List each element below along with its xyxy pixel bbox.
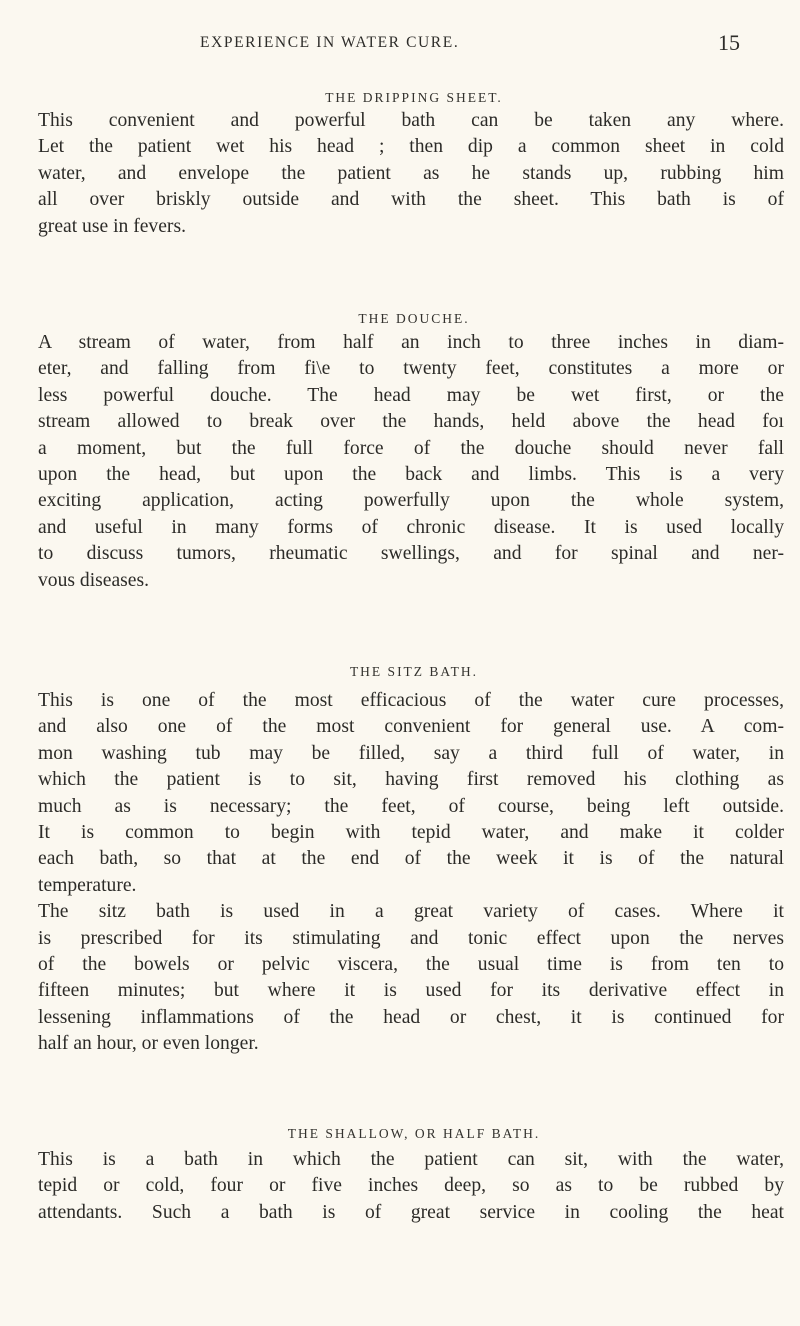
text-line: each bath, so that at the end of the week it is of the natural	[38, 848, 784, 870]
text-line: to discuss tumors, rheumatic swellings, and for spinal and ner-	[38, 543, 784, 565]
section-heading: THE SHALLOW, OR HALF BATH.	[287, 1126, 541, 1141]
text-line: half an hour, or even longer.	[38, 1033, 259, 1055]
text-line: exciting application, acting powerfully upon the whole system,	[38, 490, 784, 512]
text-line: is prescribed for its stimulating and tonic effect upon the nerves	[38, 927, 784, 949]
text-line: vous diseases.	[38, 569, 150, 591]
text-line: tepid or cold, four or five inches deep, so as to be rubbed by	[38, 1175, 784, 1197]
text-line: water, and envelope the patient as he stands up, rubbing him	[38, 162, 784, 184]
text-line: and useful in many forms of chronic disease. It is used locally	[38, 516, 784, 538]
text-line: A stream of water, from half an inch to three inches in diam-	[38, 332, 784, 353]
text-line: This convenient and powerful bath can be taken any where.	[38, 110, 784, 131]
text-line: attendants. Such a bath is of great service in cooling the heat	[38, 1201, 784, 1223]
book-page	[38, 0, 790, 1326]
section-heading: THE DOUCHE.	[358, 311, 470, 326]
text-line: much as is necessary; the feet, of course, being left outside.	[38, 795, 784, 817]
text-line: This is a bath in which the patient can sit, with the water,	[38, 1149, 784, 1170]
section-paragraph	[38, 330, 784, 594]
running-head-title: EXPERIENCE IN WATER CURE.	[200, 34, 460, 51]
text-line: all over briskly outside and with the sheet. This bath is of	[38, 189, 784, 211]
text-line: It is common to begin with tepid water, and make it colder	[38, 822, 784, 844]
text-line: upon the head, but upon the back and limbs. This is a very	[38, 464, 784, 486]
text-line: The sitz bath is used in a great variety of cases. Where it	[38, 901, 784, 923]
text-line: eter, and falling from fi\e to twenty feet, constitutes a more or	[38, 358, 784, 380]
section-paragraph	[38, 1147, 784, 1226]
text-line: temperature.	[38, 874, 137, 896]
text-line: of the bowels or pelvic viscera, the usual time is from ten to	[38, 954, 784, 976]
text-line: Let the patient wet his head ; then dip a common sheet in cold	[38, 136, 784, 158]
text-line: and also one of the most convenient for general use. A com-	[38, 716, 784, 738]
text-line: less powerful douche. The head may be wet first, or the	[38, 384, 784, 406]
text-line: great use in fevers.	[38, 215, 186, 237]
text-line: lessening inflammations of the head or chest, it is continued for	[38, 1006, 784, 1028]
text-line: This is one of the most efficacious of the water cure processes,	[38, 690, 784, 711]
page-number: 15	[718, 30, 740, 55]
section-paragraph	[38, 108, 784, 240]
text-line: which the patient is to sit, having first removed his clothing as	[38, 769, 784, 791]
section-heading: THE SITZ BATH.	[349, 664, 479, 679]
text-line: mon washing tub may be filled, say a third full of water, in	[38, 742, 784, 764]
section-paragraph	[38, 688, 784, 1058]
text-line: stream allowed to break over the hands, held above the head foı	[38, 411, 784, 433]
section-heading: THE DRIPPING SHEET.	[325, 90, 503, 105]
text-line: a moment, but the full force of the douche should never fall	[38, 437, 784, 459]
text-line: fifteen minutes; but where it is used for its derivative effect in	[38, 980, 784, 1002]
